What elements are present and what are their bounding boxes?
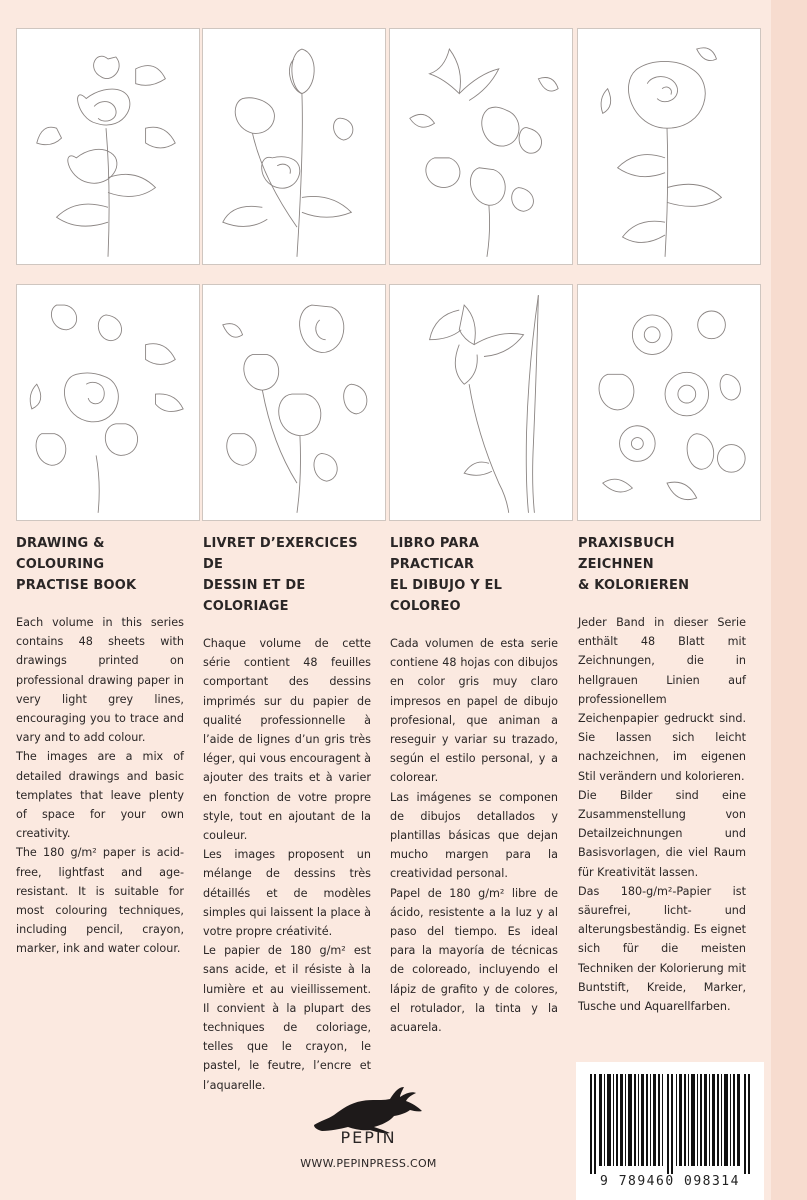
thumbnail-flower-bouquet — [202, 284, 386, 521]
lily-bouquet-drawing-icon — [390, 29, 572, 264]
isbn-number: 9 789460 098314 — [600, 1174, 740, 1189]
tulip-rose-drawing-icon — [203, 29, 385, 264]
column-french — [203, 533, 371, 1095]
paragraph: The 180 g/m² paper is acid-free, lightfast and age-resistant. It is suitable for most colouring techniques, including pencil, crayon, marker, ink and water colour. — [16, 846, 184, 956]
thumbnail-flower-meadow — [577, 284, 761, 521]
paragraph: Papel de 180 g/m² libre de ácido, resistente a la luz y al paso del tiempo. Es ideal para la mayoría de técnicas de coloreado, incluyendo el lápiz de grafito y de colores, el rotulador, la tinta y la acuarela. — [390, 886, 558, 1035]
paragraph: Each volume in this series contains 48 sheets with drawings printed on professional drawing paper in very light grey lines, encouraging you to trace and vary and to add colour. — [16, 616, 184, 745]
paragraph: Las imágenes se componen de dibujos detallados y plantillas básicas que dejan mucho margen para la creatividad personal. — [390, 790, 558, 881]
iris-drawing-icon — [390, 285, 572, 520]
flower-meadow-drawing-icon — [578, 285, 760, 520]
column-heading: PRAXISBUCH ZEICHNEN & KOLORIEREN — [578, 536, 690, 593]
barcode-bars-icon — [590, 1074, 752, 1174]
barcode — [576, 1062, 764, 1200]
thumbnail-rose-2 — [577, 28, 761, 265]
flower-bouquet-drawing-icon — [203, 285, 385, 520]
book-spine-edge — [771, 0, 807, 1200]
paragraph: Jeder Band in dieser Serie enthält 48 Blatt mit Zeichnungen, die in hellgrauen Linien auf professionellem Zeichenpapier gedruckt sind. Sie lassen sich leicht nachzeichnen, im eigenen Stil verändern und kolorieren. — [578, 616, 746, 783]
column-heading: LIVRET D’EXERCICES DE DESSIN ET DE COLORIAGE — [203, 536, 358, 614]
paragraph: Das 180-g/m²-Papier ist säurefrei, licht- und alterungsbeständig. Es eignet sich für die meisten Techniken der Kolorierung mit Buntstift, Kreide, Marker, Tusche und Aquarellfarben. — [578, 884, 746, 1014]
publisher-name: PEPIN — [340, 1128, 397, 1147]
paragraph: Cada volumen de esta serie contiene 48 hojas con dibujos en color gris muy claro impresos en papel de dibujo profesional, que animan a reseguir y variar su trazado, según el estilo personal, y a colorear. — [390, 637, 558, 785]
column-body — [16, 613, 184, 959]
paragraph: Le papier de 180 g/m² est sans acide, et il résiste à la lumière et au vieillissement. Il convient à la plupart des techniques de coloriage, telles que le crayon, le pastel, le feutre, l’encre et l’aquarelle. — [203, 944, 371, 1092]
rose-bouquet-drawing-icon — [17, 285, 199, 520]
thumbnail-iris — [389, 284, 573, 521]
column-spanish — [390, 533, 558, 1037]
column-body — [390, 634, 558, 1037]
paragraph: Les images proposent un mélange de dessins très détaillés et de modèles simples qui laissent la place à votre propre créativité. — [203, 848, 371, 939]
paragraph: The images are a mix of detailed drawings and basic templates that leave plenty of space for your own creativity. — [16, 750, 184, 841]
rose-drawing-icon — [17, 29, 199, 264]
column-heading: DRAWING & COLOURING PRACTISE BOOK — [16, 536, 137, 593]
column-body — [578, 613, 746, 1016]
thumbnail-lily-bouquet — [389, 28, 573, 265]
paragraph: Die Bilder sind eine Zusammenstellung von Detailzeichnungen und Basisvorlagen, die viel Raum für Kreativität lassen. — [578, 788, 746, 879]
thumbnail-rose-bouquet — [16, 284, 200, 521]
column-german — [578, 533, 746, 1016]
column-heading: LIBRO PARA PRACTICAR EL DIBUJO Y EL COLOREO — [390, 536, 503, 614]
publisher-url: WWW.PEPINPRESS.COM — [300, 1157, 437, 1170]
thumbnail-tulip-rose — [202, 28, 386, 265]
column-body — [203, 634, 371, 1095]
column-english — [16, 533, 184, 959]
paragraph: Chaque volume de cette série contient 48 feuilles comportant des dessins imprimés sur du papier de qualité professionnelle à l’aide de lignes d’un gris très léger, qui vous encouragent à ajouter des traits et à varier en fonction de votre propre style, tout en ajoutant de la couleur. — [203, 637, 371, 843]
rose-drawing-icon — [578, 29, 760, 264]
thumbnail-rose-1 — [16, 28, 200, 265]
